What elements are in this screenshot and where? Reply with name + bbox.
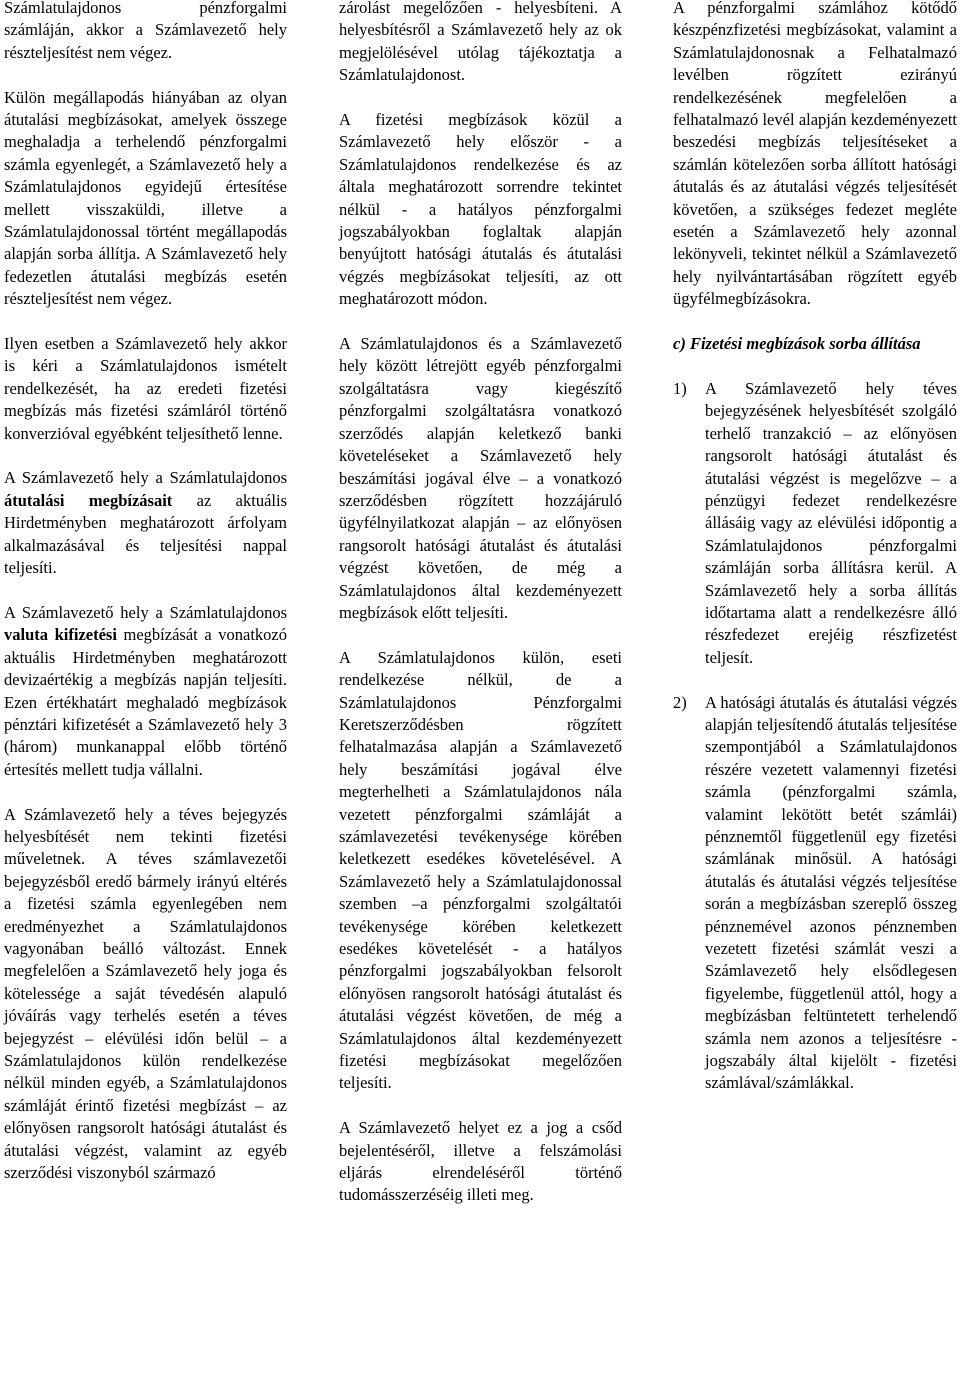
paragraph: Ilyen esetben a Számlavezető hely akkor is kéri a Számlatulajdonos ismételt rendelkezését, ha az eredeti fizetési megbízás más fizetési számláról történő konverzióval egyébként teljesíthető lenne. — [4, 334, 287, 443]
paragraph: Számlatulajdonos pénzforgalmi számláján, akkor a Számlavezető hely részteljesítést nem végez. — [4, 0, 287, 62]
paragraph: A pénzforgalmi számlához kötődő készpénzfizetési megbízásokat, valamint a Számlatulajdonosnak a Felhatalmazó levélben rögzített ezirányú rendelkezésének megfelelően a felhatalmazó levél alapján kezdeményezett beszedési megbízás teljesítéseket a számlán kötelezően sorba állított hatósági átutalás és az átutalási végzés teljesítését követően, a szükséges fedezet megléte esetén a Számlavezető hely azonnal lekönyveli, tekintet nélkül a Számlavezető hely nyilvántartásában rögzített egyéb ügyfélmegbízásokra. — [673, 0, 957, 309]
paragraph: A Számlavezető hely a téves bejegyzés helyesbítését nem tekinti fizetési műveletnek. A téves számlavezetői bejegyzésből eredő bármely irányú eltérés a fizetési számla egyenlegében nem eredményezhet a Számlatulajdonos vagyonában beálló változást. Ennek megfelelően a Számlavezető hely joga és kötelessége a saját tévedésén alapuló jóváírás vagy terhelés esetén a téves bejegyzést – elévülési időn belül – a Számlatulajdonos külön rendelkezése nélkül minden egyéb, a Számlatulajdonos számláját érintő fizetési megbízást – az előnyösen rangsorolt hatósági átutalást és átutalási végzést, valamint az egyéb szerződési viszonyból származó — [4, 804, 287, 1183]
paragraph: Külön megállapodás hiányában az olyan átutalási megbízásokat, amelyek összege meghaladja a terhelendő pénzforgalmi számla egyenlegét, a Számlavezető hely a Számlatulajdonos egyidejű értesítése mellett visszaküldi, illetve a Számlatulajdonossal történt megállapodás alapján sorba állítja. A Számlavezető hely fedezetlen átutalási megbízás esetén részteljesítést nem végez. — [4, 87, 287, 309]
numbered-item — [673, 378, 957, 669]
text-column-middle — [339, 0, 622, 1207]
bold-term: átutalási megbízásait — [4, 490, 173, 510]
section-heading: c) Fizetési megbízások sorba állítása — [673, 334, 921, 354]
item-number: 1) — [673, 378, 687, 398]
bold-term: valuta kifizetési — [4, 625, 117, 645]
text-run: az aktuális Hirdetményben meghatározott árfolyam alkalmazásával és teljesítési nappal teljesíti. — [4, 490, 287, 578]
item-number: 2) — [673, 692, 687, 712]
text-column-left — [4, 0, 287, 1184]
paragraph: A fizetési megbízások közül a Számlavezető hely először - a Számlatulajdonos rendelkezése és az általa meghatározott sorrendre tekintet nélkül - a hatályos pénzforgalmi jogszabályokban foglaltak alapján benyújtott hatósági átutalás és átutalási végzés megbízásokat teljesíti, az ott meghatározott módon. — [339, 110, 622, 309]
paragraph: A Számlavezető helyet ez a jog a csőd bejelentéséről, illetve a felszámolási eljárás elrendeléséről történő tudomásszerzéséig illeti meg. — [339, 1118, 622, 1205]
paragraph — [4, 602, 287, 781]
item-text: A hatósági átutalás és átutalási végzés alapján teljesítendő átutalás teljesítése szempontjából a Számlatulajdonos részére vezetett valamennyi fizetési számla (pénzforgalmi számla, valamint lekötött betét számlái) pénznemtől függetlenül egy fizetési számlának minősül. A hatósági átutalás és átutalási végzés teljesítése során a megbízásban szereplő összeg pénznemével azonos pénznemben vezetett fizetési számlát veszi a Számlavezető hely elsődlegesen figyelembe, függetlenül attól, hogy a megbízásban feltüntetett terhelendő számla nem azonos a teljesítésre - jogszabály által kijelölt - fizetési számlával/számlákkal. — [705, 692, 957, 1093]
text-run: A Számlavezető hely a Számlatulajdonos — [4, 468, 287, 488]
paragraph: A Számlatulajdonos és a Számlavezető hely között létrejött egyéb pénzforgalmi szolgáltatásra vagy kiegészítő pénzforgalmi szolgáltatásra vonatkozó szerződés alapján keletkező banki követeléseket a Számlavezető hely beszámítási jogával élve – a vonatkozó szerződésben rögzített hozzájáruló ügyfélnyilatkozat alapján – az előnyösen rangsorolt hatósági átutalást és átutalási végzést követően, de még a Számlatulajdonos által kezdeményezett megbízások előtt teljesíti. — [339, 334, 622, 622]
paragraph — [4, 467, 287, 579]
text-run: megbízását a vonatkozó aktuális Hirdetményben meghatározott devizaértékig a megbízás napján teljesíti. Ezen értékhatárt meghaladó megbízások pénztári kifizetését a Számlavezető hely 3 (három) munkanappal előbb történő értesítés mellett tudja vállalni. — [4, 625, 287, 779]
numbered-item — [673, 692, 957, 1095]
paragraph: A Számlatulajdonos külön, eseti rendelkezése nélkül, de a Számlatulajdonos Pénzforgalmi Keretszerződésben rögzített felhatalmazása alapján a Számlavezető hely beszámítási jogával élve megterhelheti a Számlatulajdonos nála vezetett pénzforgalmi számláját a számlavezetési tevékenysége körében keletkezett esedékes követelésével. A Számlavezető hely a Számlatulajdonossal szemben –a pénzforgalmi szolgáltatói tevékenysége körében keletkezett esedékes követelését - a hatályos pénzforgalmi jogszabályokban felsorolt előnyösen rangsorolt hatósági átutalást és átutalási végzést követően, de még a Számlatulajdonos által kezdeményezett fizetési megbízásokat megelőzően teljesíti. — [339, 647, 622, 1093]
text-run: A Számlavezető hely a Számlatulajdonos — [4, 602, 287, 622]
item-text: A Számlavezető hely téves bejegyzésének helyesbítését szolgáló terhelő tranzakció – az előnyösen rangsorolt hatósági átutalást és átutalási végzést is megelőzve – a pénzügyi fedezet rendelkezésre állásáig vagy az elévülési időpontig a Számlatulajdonos pénzforgalmi számláján sorba állításra kerül. A Számlavezető hely a sorba állítás időtartama alatt a rendelkezésre álló részfedezet erejéig részfizetést teljesít. — [705, 378, 957, 667]
text-column-right — [673, 0, 957, 1117]
paragraph: zárolást megelőzően - helyesbíteni. A helyesbítésről a Számlavezető hely az ok megjelölésével utólag tájékoztatja a Számlatulajdonost. — [339, 0, 622, 85]
